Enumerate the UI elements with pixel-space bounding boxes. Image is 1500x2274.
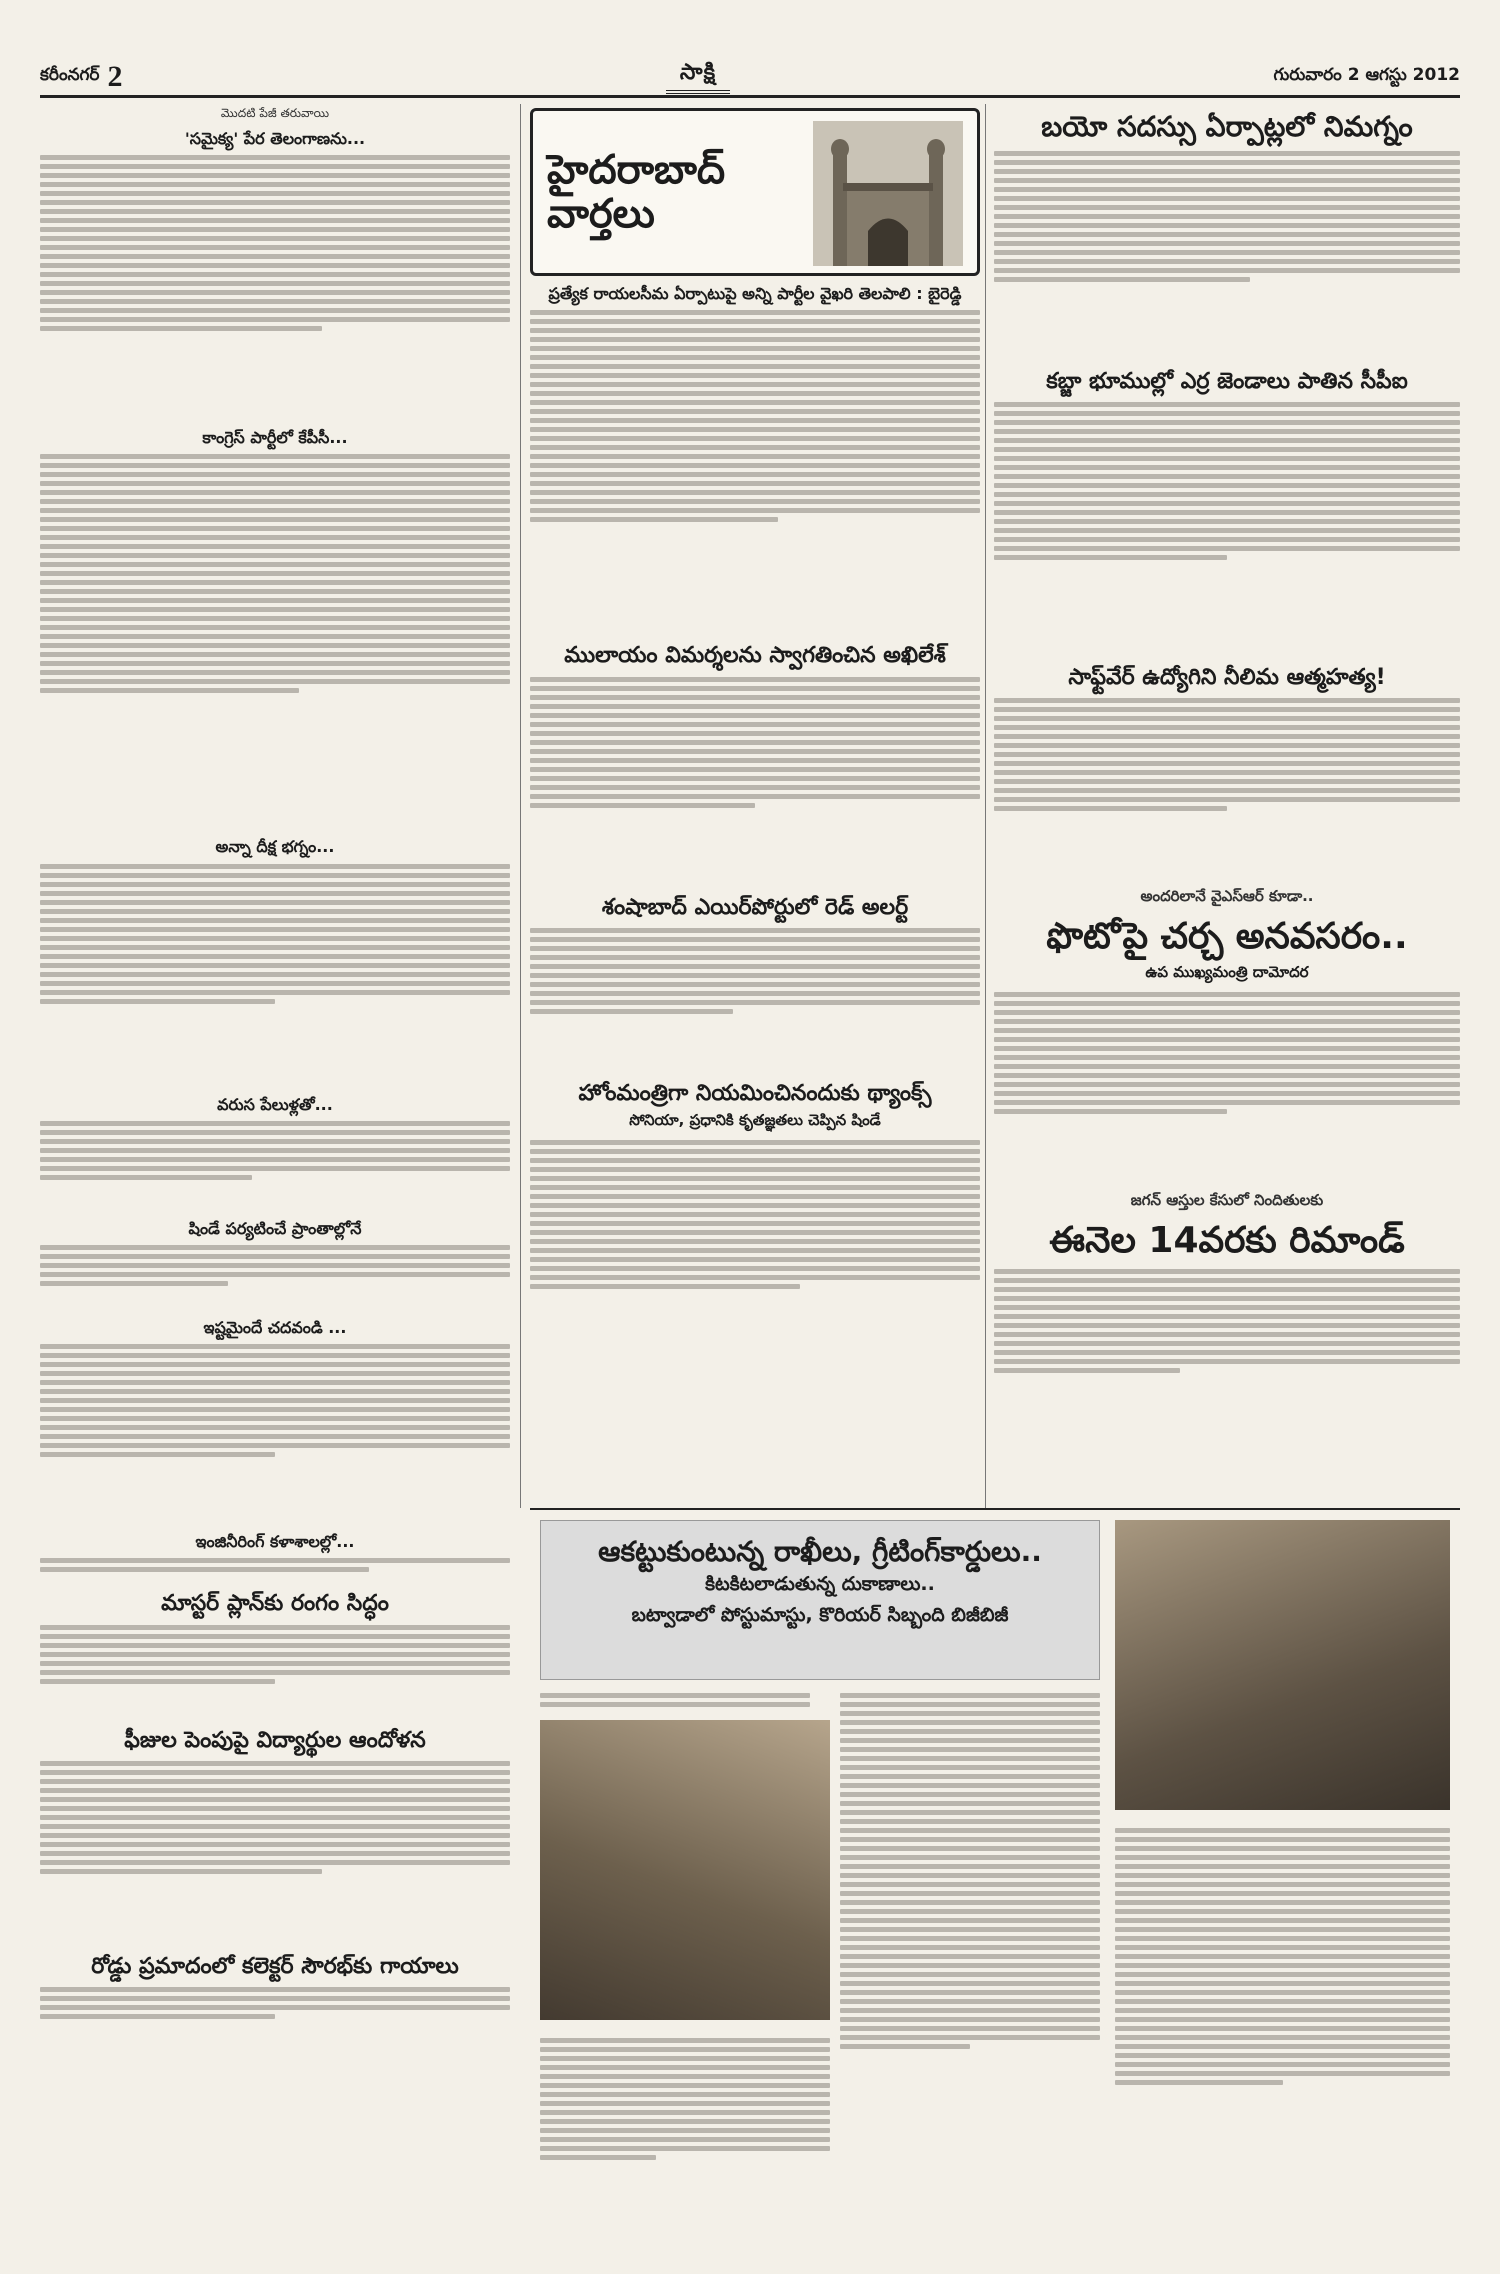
headline: ప్రత్యేక రాయలసీమ ఏర్పాటుపై అన్ని పార్టీల వైఖరి తెలపాలి : బైరెడ్డి: [548, 284, 962, 303]
article-body: [40, 861, 510, 1089]
article-body: [994, 695, 1460, 885]
rakhi-feature: [530, 1508, 1460, 2248]
sub-headline: ఉప ముఖ్యమంత్రి దామోదర: [1145, 962, 1309, 981]
article-body: [40, 451, 510, 831]
feature-title: ఆకట్టుకుంటున్న రాఖీలు, గ్రీటింగ్‌కార్డులు..: [598, 1535, 1042, 1568]
feature-headline-box: [540, 1520, 1100, 1680]
article-body: [994, 989, 1460, 1189]
headline: శంషాబాద్ ఎయిర్‌పోర్టులో రెడ్ అలర్ట్: [601, 894, 909, 920]
headline: ఇష్టమైందే చదవండి ...: [203, 1317, 347, 1337]
market-photo: [1115, 1520, 1450, 1810]
section-banner: [530, 108, 980, 276]
headline: కబ్జా భూముల్లో ఎర్ర జెండాలు పాతిన సీపీఐ: [1046, 368, 1408, 394]
headline: కాంగ్రెస్ పార్టీలో కేపీసీ...: [202, 428, 348, 448]
headline: అన్నా దీక్ష భగ్నం...: [215, 837, 335, 857]
headline: రోడ్డు ప్రమాదంలో కలెక్టర్ సౌరభ్‌కు గాయాలు: [91, 1954, 459, 1980]
article-body: [994, 1266, 1460, 1446]
headline: హోంమంత్రిగా నియమించినందుకు థ్యాంక్స్: [578, 1080, 932, 1106]
article-body: [530, 307, 980, 637]
kicker: అందరిలానే వైఎస్‌ఆర్ కూడా..: [1140, 887, 1314, 906]
headline: షిండే పర్యటించే ప్రాంతాల్లోనే: [188, 1218, 362, 1238]
article-body: [40, 152, 510, 422]
headline: సాఫ్ట్‌వేర్ ఉద్యోగిని నీలిమ ఆత్మహత్య!: [1068, 664, 1386, 690]
column-right: [994, 104, 1460, 1446]
headline: ఈనెల 14వరకు రిమాండ్: [1049, 1219, 1405, 1261]
rakhi-stall-photo: [540, 1720, 830, 2020]
article-body: [40, 1555, 510, 1585]
headline: మాస్టర్ ప్లాన్‌కు రంగం సిద్ధం: [161, 1591, 389, 1617]
feature-sub-2: బట్వాడాలో పోస్టుమాస్టు, కొరియర్ సిబ్బంది బిజీబిజీ: [631, 1603, 1009, 1626]
headline: 'సమైక్య' పేర తెలంగాణను...: [184, 129, 366, 148]
article-body: [994, 399, 1460, 659]
article-body: [994, 148, 1460, 363]
issue-date: గురువారం 2 ఆగస్టు 2012: [1273, 64, 1460, 85]
article-body: [40, 1984, 510, 2044]
column-middle: [530, 104, 980, 1387]
feature-sub-1: కిటకిటలాడుతున్న దుకాణాలు..: [705, 1572, 935, 1595]
edition-block: [40, 60, 123, 94]
article-body: [530, 1137, 980, 1387]
edition-name: కరీంనగర్: [40, 64, 100, 85]
headline: వరుస పేలుళ్లతో...: [217, 1094, 333, 1114]
charminar-icon: [813, 121, 963, 266]
headline: ఫొటోపై చర్చ అనవసరం..: [1046, 916, 1408, 958]
headline: ఇంజినీరింగ్ కళాశాలల్లో...: [195, 1532, 355, 1552]
article-body: [40, 1341, 510, 1526]
article-body: [40, 1242, 510, 1312]
sub-headline: సోనియా, ప్రధానికి కృతజ్ఞతలు చెప్పిన షిండే: [629, 1111, 881, 1130]
headline: ఫీజుల పెంపుపై విద్యార్థుల ఆందోళన: [124, 1727, 426, 1753]
masthead-logo: సాక్షి: [666, 60, 730, 94]
article-body: [40, 1118, 510, 1213]
article-body: [840, 1690, 1100, 2230]
continuation-kicker: మొదటి పేజీ తరువాయి: [220, 106, 330, 120]
article-body: [1115, 1825, 1450, 2230]
page-number: 2: [107, 59, 123, 93]
page-header: [40, 58, 1460, 98]
headline: ములాయం విమర్శలను స్వాగతించిన అఖిలేశ్: [564, 643, 946, 669]
article-body: [530, 925, 980, 1075]
article-body: [40, 1758, 510, 1948]
headline: బయో సదస్సు ఏర్పాట్లలో నిమగ్నం: [1041, 110, 1413, 143]
kicker: జగన్ ఆస్తుల కేసులో నిందితులకు: [1130, 1190, 1324, 1209]
section-banner-title: హైదరాబాద్ వార్తలు: [547, 147, 726, 237]
column-left: [40, 104, 510, 2044]
article-body: [540, 1690, 810, 1715]
article-body: [540, 2035, 830, 2230]
article-body: [40, 1622, 510, 1722]
column-rule: [520, 104, 521, 1508]
article-body: [530, 674, 980, 889]
column-rule: [985, 104, 986, 1508]
